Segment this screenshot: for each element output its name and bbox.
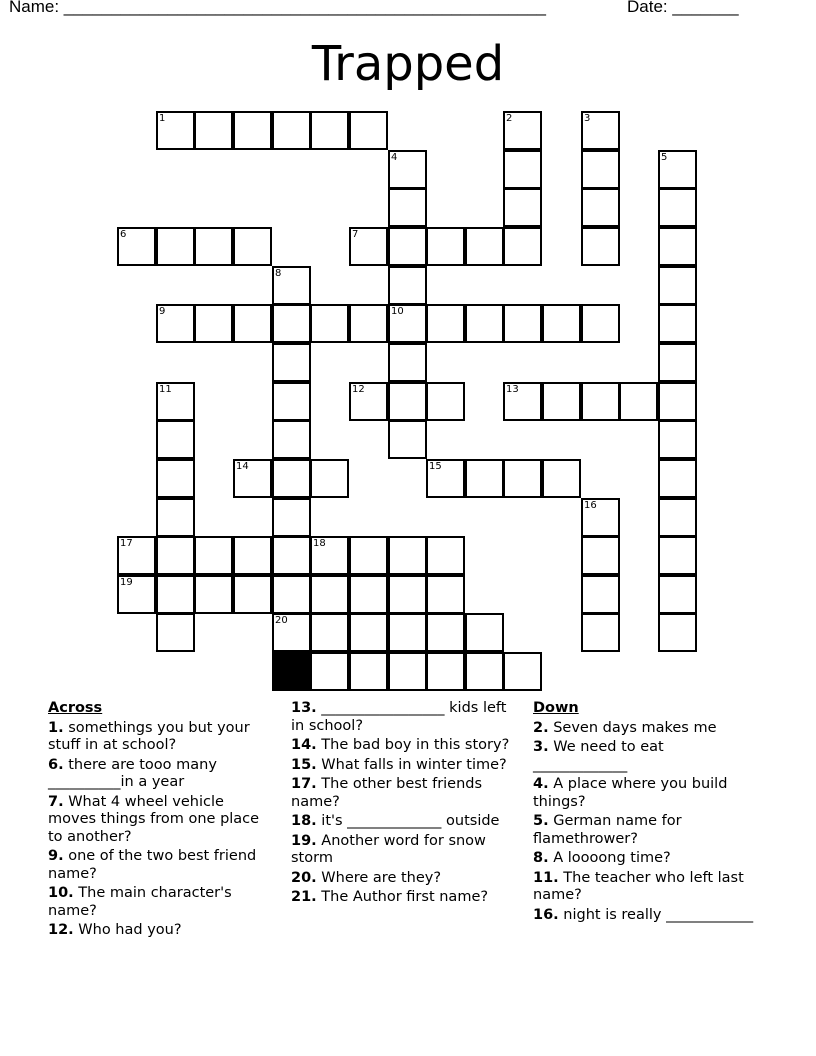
grid-cell[interactable] <box>388 536 427 575</box>
across-clue <box>48 794 276 847</box>
across-clue-list-2 <box>291 700 519 907</box>
clue-number: 5 <box>661 152 668 163</box>
across-clue <box>48 720 276 755</box>
across-clue <box>291 833 519 868</box>
clue-number: 3 <box>584 113 591 124</box>
grid-cell[interactable] <box>503 652 542 691</box>
grid-cell[interactable] <box>156 498 195 537</box>
clue-number: 9 <box>159 306 166 317</box>
clue-text: it's _____________ outside <box>316 813 500 829</box>
grid-cell[interactable] <box>272 536 311 575</box>
grid-cell[interactable] <box>310 613 349 652</box>
grid-cell[interactable] <box>310 459 349 498</box>
grid-cell[interactable] <box>233 304 272 343</box>
grid-cell[interactable] <box>465 459 504 498</box>
down-clue-list <box>533 720 761 925</box>
grid-cell[interactable] <box>310 304 349 343</box>
clue-text: What falls in winter time? <box>316 756 507 773</box>
clue-num: 11. <box>533 869 559 886</box>
grid-cell[interactable] <box>581 150 620 189</box>
clue-text: A place where you build things? <box>533 776 728 810</box>
grid-cell[interactable] <box>156 382 195 421</box>
clue-num: 21. <box>291 889 317 905</box>
grid-cell[interactable] <box>272 382 311 421</box>
clue-num: 10. <box>48 885 74 901</box>
clue-number: 12 <box>352 384 365 395</box>
grid-cell[interactable] <box>581 575 620 614</box>
grid-cell[interactable] <box>581 304 620 343</box>
clue-text: A loooong time? <box>548 850 671 866</box>
clue-text: somethings you but your stuff in at school? <box>48 719 250 753</box>
grid-cell[interactable] <box>658 459 697 498</box>
grid-cell[interactable] <box>658 304 697 343</box>
grid-cell[interactable] <box>658 498 697 537</box>
clue-num: 4. <box>533 776 549 792</box>
grid-cell[interactable] <box>465 304 504 343</box>
clue-text: Who had you? <box>73 922 182 938</box>
grid-cell[interactable] <box>117 227 156 266</box>
clue-text: Seven days makes me <box>548 719 717 736</box>
across-clue <box>291 737 519 755</box>
grid-cell[interactable] <box>194 575 233 614</box>
name-field-label: Name: ___________________________________________________ <box>9 0 546 16</box>
grid-cell[interactable] <box>194 227 233 266</box>
grid-cell[interactable] <box>156 459 195 498</box>
clue-num: 1. <box>48 719 64 736</box>
grid-cell[interactable] <box>426 304 465 343</box>
across-clue-list <box>48 720 276 940</box>
grid-cell[interactable] <box>503 382 542 421</box>
grid-cell[interactable] <box>465 613 504 652</box>
grid-cell[interactable] <box>503 150 542 189</box>
grid-cell[interactable] <box>426 382 465 421</box>
grid-cell[interactable] <box>272 498 311 537</box>
grid-cell[interactable] <box>658 188 697 227</box>
grid-cell[interactable] <box>426 575 465 614</box>
clue-number: 13 <box>506 384 519 395</box>
grid-cell[interactable] <box>503 459 542 498</box>
date-field-label: Date: _______ <box>627 0 739 16</box>
grid-cell[interactable] <box>388 613 427 652</box>
grid-cell[interactable] <box>310 536 349 575</box>
grid-cell[interactable] <box>233 111 272 150</box>
grid-cell[interactable] <box>272 459 311 498</box>
clue-num: 18. <box>291 813 317 829</box>
clue-num: 8. <box>533 850 549 866</box>
across-clues <box>48 700 276 942</box>
grid-cell[interactable] <box>156 304 195 343</box>
clue-text: night is really ____________ <box>558 906 754 923</box>
grid-cell[interactable] <box>388 575 427 614</box>
grid-cell[interactable] <box>542 382 581 421</box>
grid-cell[interactable] <box>465 227 504 266</box>
grid-cell[interactable] <box>658 266 697 305</box>
grid-cell[interactable] <box>194 304 233 343</box>
clue-number: 10 <box>391 306 404 317</box>
clue-number: 11 <box>159 384 172 395</box>
down-clues <box>533 700 761 926</box>
clue-number: 20 <box>275 615 288 626</box>
across-clue <box>291 870 519 888</box>
grid-cell[interactable] <box>581 188 620 227</box>
clue-number: 6 <box>120 229 127 240</box>
grid-cell[interactable] <box>310 111 349 150</box>
clue-num: 9. <box>48 848 64 864</box>
grid-cell[interactable] <box>272 613 311 652</box>
grid-cell[interactable] <box>426 652 465 691</box>
clue-num: 12. <box>48 922 74 938</box>
grid-cell[interactable] <box>233 227 272 266</box>
clue-num: 17. <box>291 776 317 792</box>
page-title: Trapped <box>311 36 505 92</box>
grid-cell[interactable] <box>426 613 465 652</box>
grid-cell[interactable] <box>503 188 542 227</box>
grid-cell[interactable] <box>503 227 542 266</box>
across-clues-continued <box>291 700 519 909</box>
clue-number: 2 <box>506 113 513 124</box>
grid-cell[interactable] <box>581 536 620 575</box>
clue-text: The Author first name? <box>316 889 489 905</box>
clue-text: Where are they? <box>316 869 442 886</box>
clue-num: 19. <box>291 832 317 849</box>
across-clue <box>48 885 276 920</box>
grid-cell[interactable] <box>426 227 465 266</box>
grid-cell[interactable] <box>658 382 697 421</box>
grid-cell[interactable] <box>388 266 427 305</box>
clue-number: 17 <box>120 538 133 549</box>
down-clue <box>533 776 761 811</box>
grid-cell[interactable] <box>349 536 388 575</box>
across-clue <box>291 889 519 907</box>
grid-cell[interactable] <box>542 459 581 498</box>
grid-cell[interactable] <box>233 575 272 614</box>
across-heading: Across <box>48 700 103 716</box>
grid-cell[interactable] <box>388 343 427 382</box>
grid-cell[interactable] <box>272 266 311 305</box>
clue-text: there are tooo many __________in a year <box>48 756 217 790</box>
down-clue <box>533 739 761 774</box>
across-clue <box>48 757 276 792</box>
grid-cell[interactable] <box>156 536 195 575</box>
clue-text: German name for flamethrower? <box>533 813 682 847</box>
grid-cell[interactable] <box>658 613 697 652</box>
grid-cell[interactable] <box>619 382 658 421</box>
grid-cell[interactable] <box>658 150 697 189</box>
down-clue <box>533 813 761 848</box>
across-clue <box>48 848 276 883</box>
across-clue <box>291 776 519 811</box>
grid-cell[interactable] <box>272 304 311 343</box>
grid-cell[interactable] <box>310 575 349 614</box>
grid-cell[interactable] <box>194 536 233 575</box>
clue-num: 7. <box>48 793 64 810</box>
clue-num: 14. <box>291 737 317 753</box>
clue-number: 21 <box>275 654 288 665</box>
across-clue <box>291 757 519 775</box>
grid-cell[interactable] <box>426 536 465 575</box>
clue-num: 16. <box>533 906 559 923</box>
grid-cell[interactable] <box>388 304 427 343</box>
grid-cell[interactable] <box>658 575 697 614</box>
grid-cell[interactable] <box>233 536 272 575</box>
clue-text: one of the two best friend name? <box>48 848 257 882</box>
clue-text: The main character's name? <box>48 885 232 919</box>
down-clue <box>533 850 761 868</box>
grid-cell[interactable] <box>349 382 388 421</box>
grid-block <box>272 652 311 691</box>
grid-cell[interactable] <box>117 536 156 575</box>
clue-num: 20. <box>291 869 317 886</box>
grid-cell[interactable] <box>156 575 195 614</box>
down-heading: Down <box>533 700 579 716</box>
grid-cell[interactable] <box>272 575 311 614</box>
clue-number: 8 <box>275 268 282 279</box>
clue-num: 3. <box>533 739 549 755</box>
grid-cell[interactable] <box>156 111 195 150</box>
grid-cell[interactable] <box>465 652 504 691</box>
clue-text: _________________ kids left in school? <box>291 700 507 734</box>
grid-cell[interactable] <box>388 420 427 459</box>
grid-cell[interactable] <box>117 575 156 614</box>
grid-cell[interactable] <box>388 188 427 227</box>
clue-num: 15. <box>291 756 317 773</box>
clue-text: We need to eat _____________ <box>533 739 664 773</box>
down-clue <box>533 907 761 925</box>
grid-cell[interactable] <box>349 575 388 614</box>
clue-num: 6. <box>48 756 64 773</box>
grid-cell[interactable] <box>542 304 581 343</box>
clue-text: The bad boy in this story? <box>316 737 510 753</box>
clue-number: 15 <box>429 461 442 472</box>
grid-cell[interactable] <box>581 111 620 150</box>
grid-cell[interactable] <box>310 652 349 691</box>
grid-cell[interactable] <box>581 613 620 652</box>
clue-num: 2. <box>533 719 549 736</box>
clue-number: 14 <box>236 461 249 472</box>
across-clue <box>291 700 519 735</box>
grid-cell[interactable] <box>349 652 388 691</box>
grid-cell[interactable] <box>349 304 388 343</box>
grid-cell[interactable] <box>388 227 427 266</box>
grid-cell[interactable] <box>658 536 697 575</box>
grid-cell[interactable] <box>581 498 620 537</box>
across-clue <box>291 813 519 831</box>
clue-number: 18 <box>313 538 326 549</box>
grid-cell[interactable] <box>388 150 427 189</box>
clue-number: 1 <box>159 113 166 124</box>
grid-cell[interactable] <box>349 227 388 266</box>
clue-number: 4 <box>391 152 398 163</box>
grid-cell[interactable] <box>156 227 195 266</box>
grid-cell[interactable] <box>156 613 195 652</box>
grid-cell[interactable] <box>388 652 427 691</box>
grid-cell[interactable] <box>388 382 427 421</box>
grid-cell[interactable] <box>233 459 272 498</box>
grid-cell[interactable] <box>272 343 311 382</box>
grid-cell[interactable] <box>581 382 620 421</box>
grid-cell[interactable] <box>426 459 465 498</box>
clue-text: The other best friends name? <box>291 776 483 810</box>
clue-text: The teacher who left last name? <box>533 869 744 903</box>
clue-text: Another word for snow storm <box>291 832 486 866</box>
grid-cell[interactable] <box>503 111 542 150</box>
clue-num: 5. <box>533 813 549 829</box>
down-clue <box>533 720 761 738</box>
grid-cell[interactable] <box>349 613 388 652</box>
grid-cell[interactable] <box>272 111 311 150</box>
grid-cell[interactable] <box>349 111 388 150</box>
clue-number: 7 <box>352 229 359 240</box>
grid-cell[interactable] <box>503 304 542 343</box>
across-clue <box>48 922 276 940</box>
grid-cell[interactable] <box>581 227 620 266</box>
grid-cell[interactable] <box>194 111 233 150</box>
grid-cell[interactable] <box>156 420 195 459</box>
grid-cell[interactable] <box>658 227 697 266</box>
grid-cell[interactable] <box>272 420 311 459</box>
grid-cell[interactable] <box>658 420 697 459</box>
grid-cell[interactable] <box>658 343 697 382</box>
clue-number: 19 <box>120 577 133 588</box>
down-clue <box>533 870 761 905</box>
clue-text: What 4 wheel vehicle moves things from one place to another? <box>48 793 260 845</box>
clue-num: 13. <box>291 700 317 716</box>
clue-number: 16 <box>584 500 597 511</box>
